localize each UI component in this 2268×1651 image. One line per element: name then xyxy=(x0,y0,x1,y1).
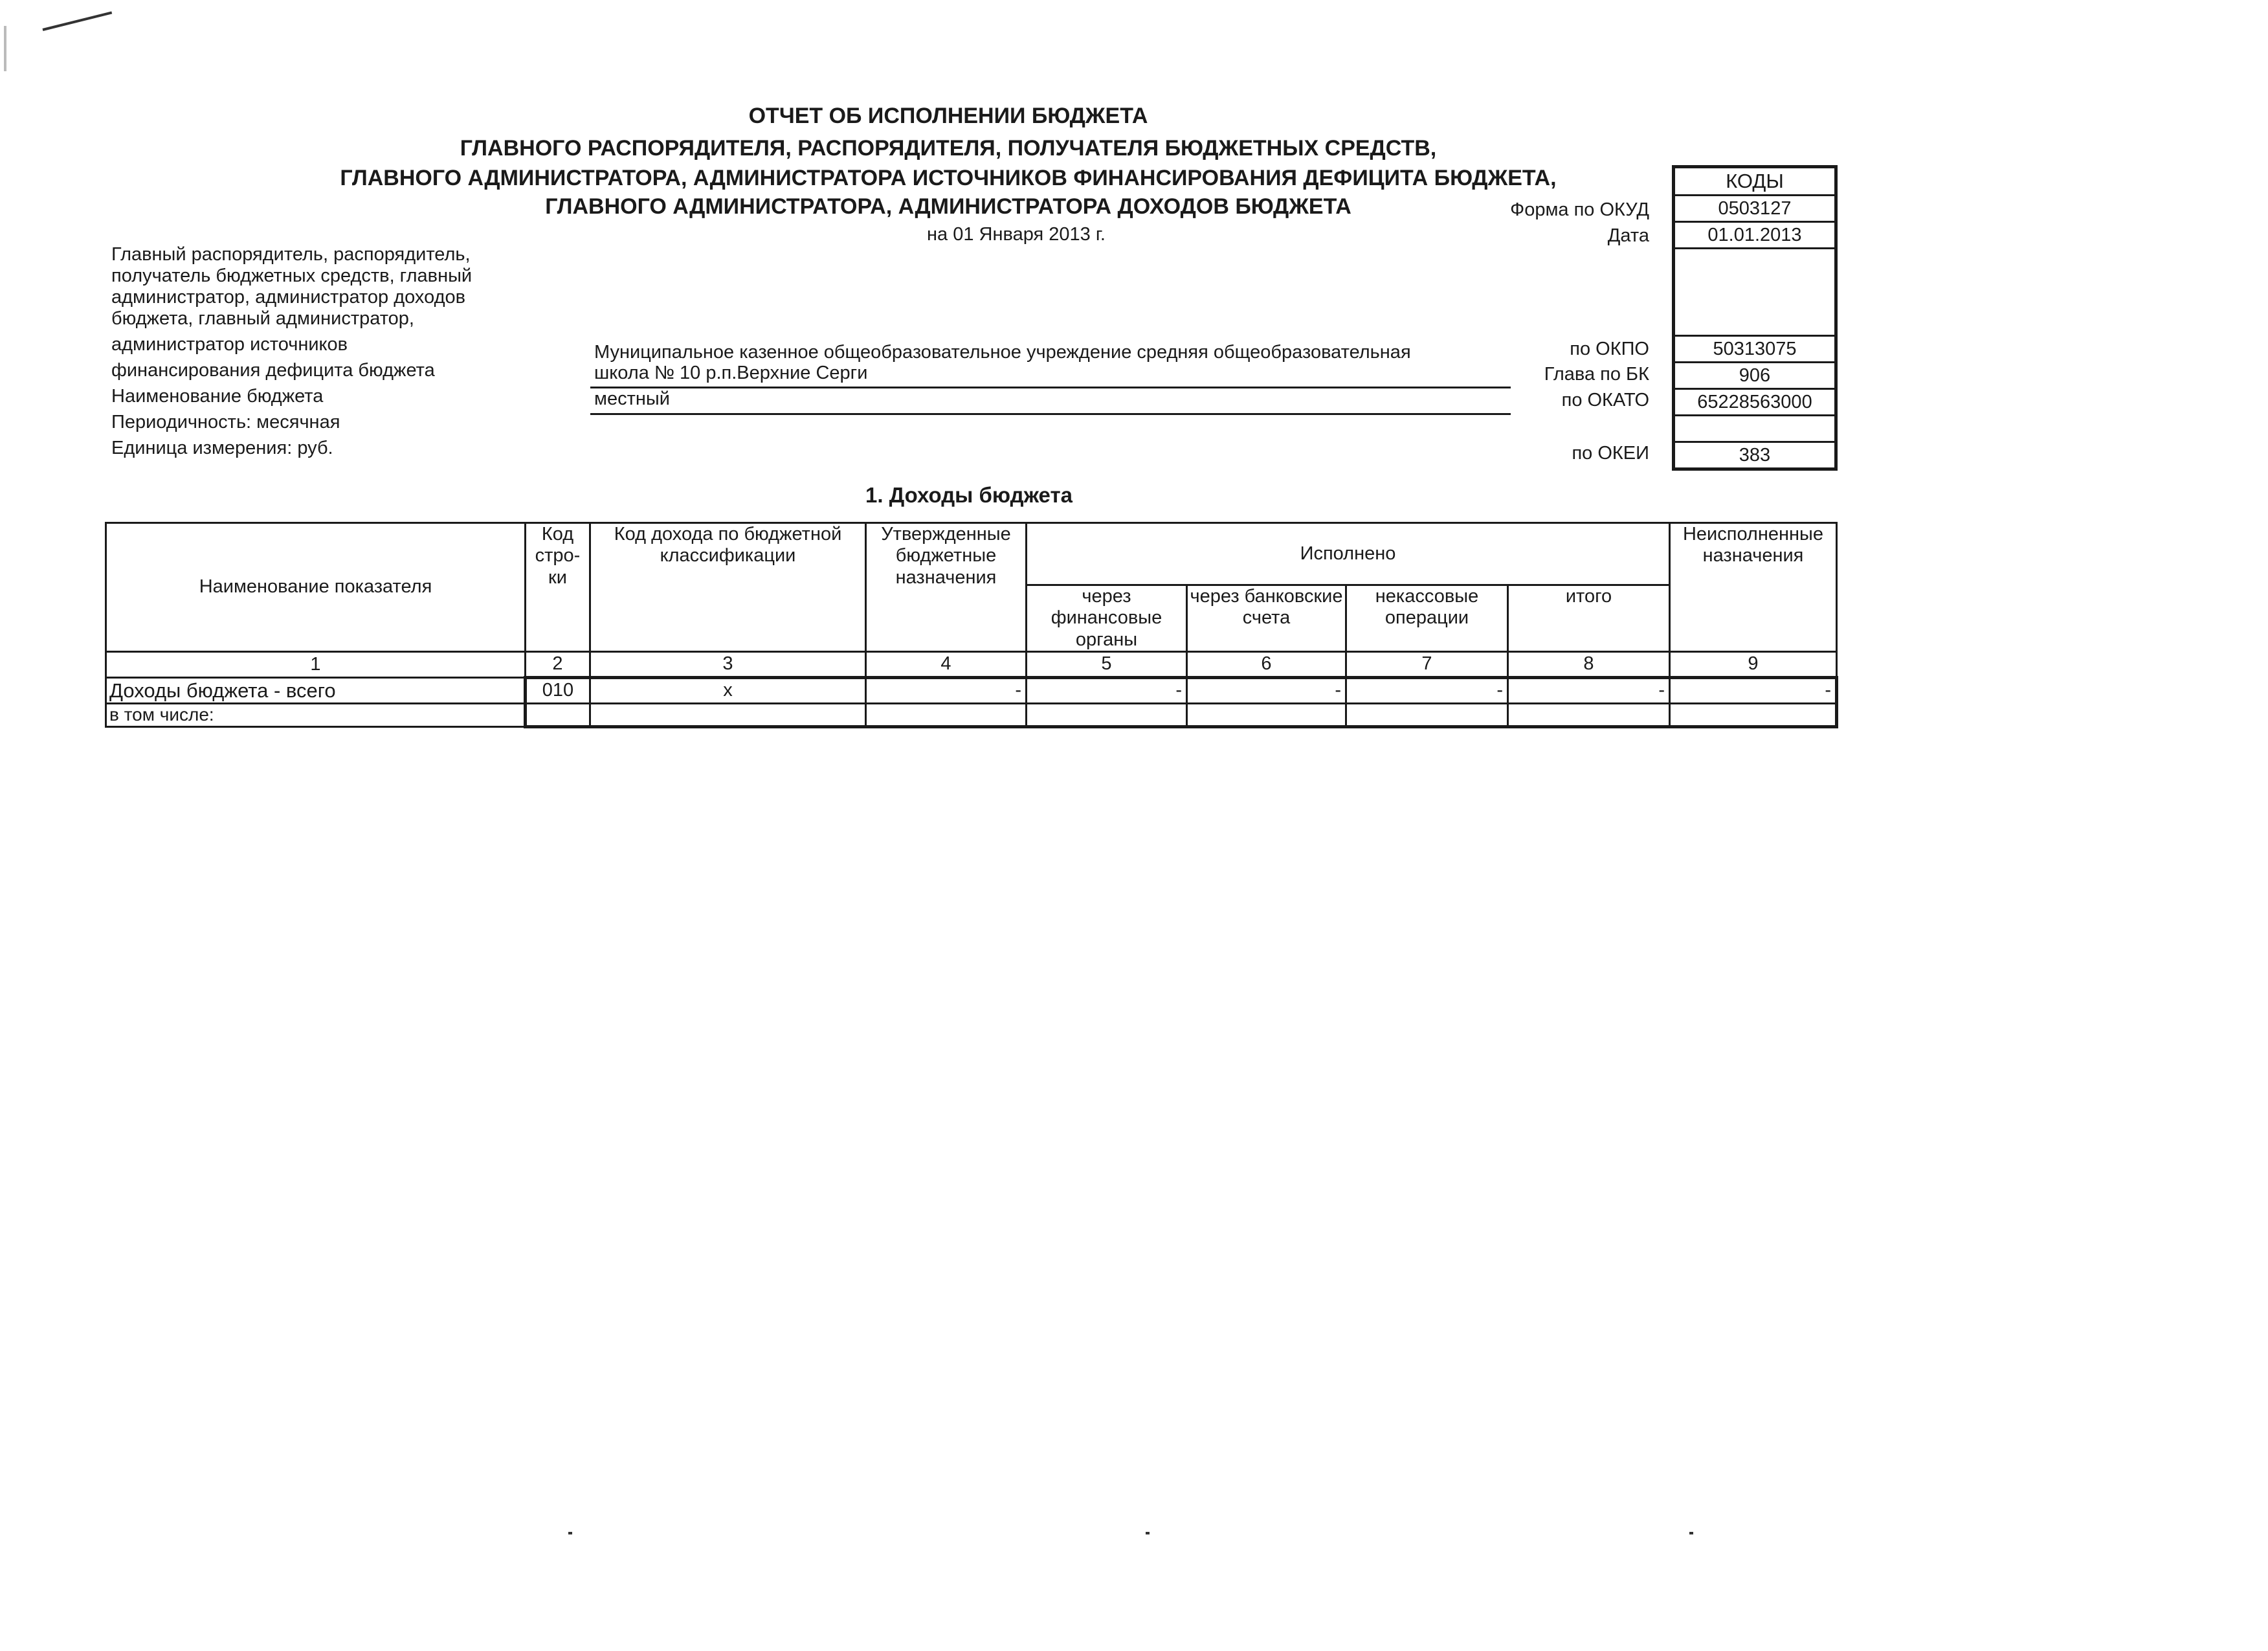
codes-box xyxy=(1672,165,1838,471)
row-code: 010 xyxy=(526,678,590,704)
column-number-2: 2 xyxy=(526,652,590,678)
codes-header: КОДЫ xyxy=(1675,168,1834,196)
bk-label: Глава по БК xyxy=(1544,364,1649,385)
row-name: Доходы бюджета - всего xyxy=(106,678,526,704)
header-income-code: Код дохода по бюджетной классификации xyxy=(590,523,866,652)
left-label-1: Главный распорядитель, распорядитель, xyxy=(111,244,471,265)
row-total xyxy=(1508,704,1670,727)
organization-underline xyxy=(590,387,1511,388)
title-line-1: ОТЧЕТ ОБ ИСПОЛНЕНИИ БЮДЖЕТА xyxy=(748,104,1148,128)
row-approved: - xyxy=(866,678,1027,704)
date-label: Дата xyxy=(1607,225,1649,246)
organization-name-line1: Муниципальное казенное общеобразовательное учреждение средняя общеобразовательная xyxy=(594,342,1411,363)
scan-speck xyxy=(1689,1532,1693,1534)
row-via-fin: - xyxy=(1027,678,1187,704)
title-line-3: ГЛАВНОГО АДМИНИСТРАТОРА, АДМИНИСТРАТОРА ИСТОЧНИКОВ ФИНАНСИРОВАНИЯ ДЕФИЦИТА БЮДЖЕТА, xyxy=(340,166,1557,190)
column-number-6: 6 xyxy=(1187,652,1346,678)
unit-label: Единица измерения: руб. xyxy=(111,438,333,458)
scan-edge xyxy=(4,26,6,71)
row-code xyxy=(526,704,590,727)
row-name: в том числе: xyxy=(106,704,526,727)
row-income-code xyxy=(590,704,866,727)
column-number-9: 9 xyxy=(1670,652,1837,678)
row-via-fin xyxy=(1027,704,1187,727)
okpo-label: по ОКПО xyxy=(1570,339,1649,359)
header-via-bank: через банковские счета xyxy=(1187,585,1346,652)
row-noncash xyxy=(1346,704,1508,727)
codes-empty-cell xyxy=(1675,416,1834,443)
header-approved: Утвержденные бюджетные назначения xyxy=(866,523,1027,652)
row-via-bank xyxy=(1187,704,1346,727)
column-number-8: 8 xyxy=(1508,652,1670,678)
row-via-bank: - xyxy=(1187,678,1346,704)
left-label-3: администратор, администратор доходов xyxy=(111,287,466,308)
section-title: 1. Доходы бюджета xyxy=(865,483,1073,507)
report-date: на 01 Января 2013 г. xyxy=(927,224,1106,245)
left-label-5: администратор источников xyxy=(111,334,348,355)
column-number-3: 3 xyxy=(590,652,866,678)
header-name: Наименование показателя xyxy=(106,523,526,652)
codes-blank-cell xyxy=(1675,249,1834,337)
header-unexecuted: Неисполненные назначения xyxy=(1670,523,1837,652)
scan-speck xyxy=(568,1532,572,1534)
table-row xyxy=(106,704,1837,727)
budget-name-label: Наименование бюджета xyxy=(111,386,324,407)
income-table xyxy=(105,522,1838,728)
row-noncash: - xyxy=(1346,678,1508,704)
row-approved xyxy=(866,704,1027,727)
budget-name-value: местный xyxy=(594,388,670,409)
left-label-2: получатель бюджетных средств, главный xyxy=(111,265,472,286)
okei-label: по ОКЕИ xyxy=(1572,443,1649,464)
header-row-code: Код стро- ки xyxy=(526,523,590,652)
left-label-6: финансирования дефицита бюджета xyxy=(111,360,435,381)
okato-value: 65228563000 xyxy=(1675,390,1834,416)
title-line-4: ГЛАВНОГО АДМИНИСТРАТОРА, АДМИНИСТРАТОРА ДОХОДОВ БЮДЖЕТА xyxy=(545,194,1351,219)
column-number-5: 5 xyxy=(1027,652,1187,678)
column-number-1: 1 xyxy=(106,652,526,678)
title-line-2: ГЛАВНОГО РАСПОРЯДИТЕЛЯ, РАСПОРЯДИТЕЛЯ, ПОЛУЧАТЕЛЯ БЮДЖЕТНЫХ СРЕДСТВ, xyxy=(460,136,1437,161)
okud-value: 0503127 xyxy=(1675,196,1834,223)
okei-value: 383 xyxy=(1739,445,1771,466)
header-executed: Исполнено xyxy=(1027,523,1670,585)
table-row xyxy=(106,678,1837,704)
header-noncash: некассовые операции xyxy=(1346,585,1508,652)
row-income-code: x xyxy=(590,678,866,704)
scan-speck xyxy=(1146,1532,1150,1534)
header-total: итого xyxy=(1508,585,1670,652)
okato-label: по ОКАТО xyxy=(1561,390,1649,410)
okud-label: Форма по ОКУД xyxy=(1510,199,1649,220)
column-number-4: 4 xyxy=(866,652,1027,678)
budget-underline xyxy=(590,413,1511,415)
row-total: - xyxy=(1508,678,1670,704)
header-via-fin: через финансовые органы xyxy=(1027,585,1187,652)
pen-mark xyxy=(43,11,113,30)
row-unexecuted: - xyxy=(1670,678,1837,704)
date-value: 01.01.2013 xyxy=(1675,223,1834,249)
periodicity-label: Периодичность: месячная xyxy=(111,412,340,432)
row-unexecuted xyxy=(1670,704,1837,727)
left-label-4: бюджета, главный администратор, xyxy=(111,308,414,329)
organization-name-line2: школа № 10 р.п.Верхние Серги xyxy=(594,363,868,383)
bk-value: 906 xyxy=(1675,363,1834,390)
column-number-7: 7 xyxy=(1346,652,1508,678)
okpo-value: 50313075 xyxy=(1675,337,1834,363)
